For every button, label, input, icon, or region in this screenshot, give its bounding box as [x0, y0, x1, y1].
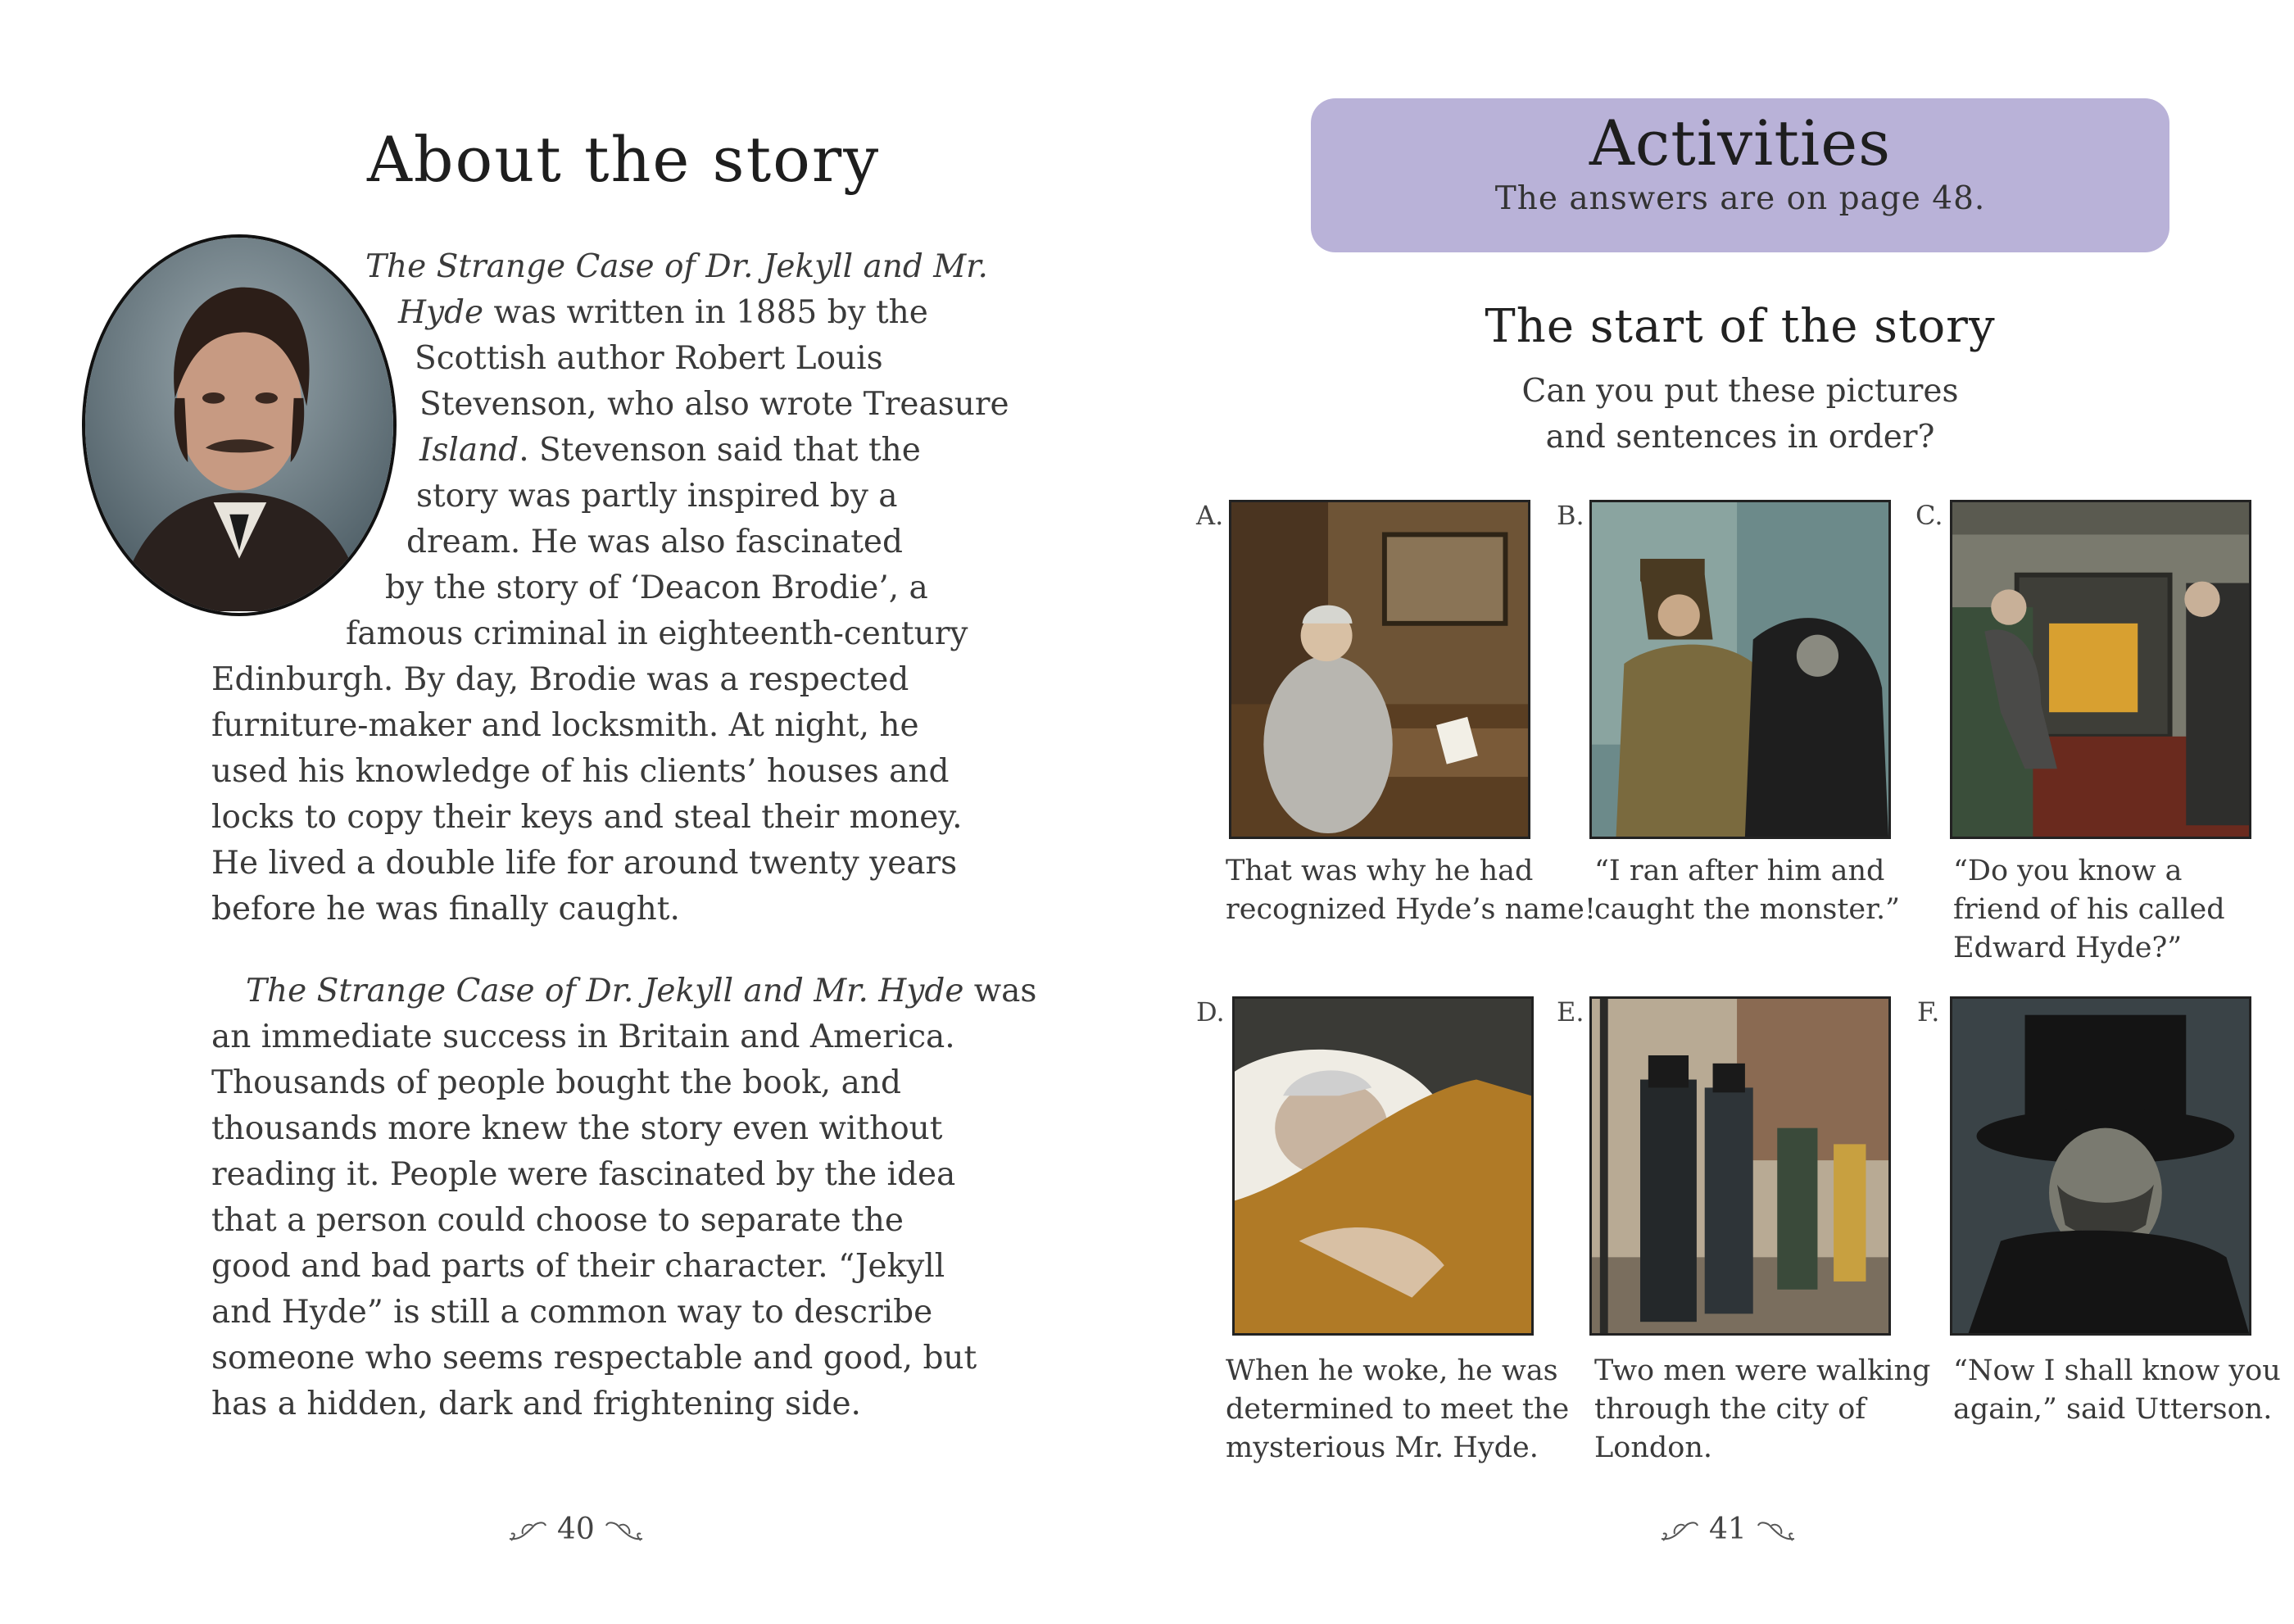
panel-letter: F.	[1917, 996, 1940, 1027]
panel-letter: B.	[1557, 500, 1584, 531]
panel-f-caption: “Now I shall know you again,” said Utterson.	[1953, 1354, 2281, 1426]
panel-d-caption: When he woke, he was determined to meet the mysterious Mr. Hyde.	[1226, 1354, 1570, 1464]
panel-letter: E.	[1557, 996, 1584, 1027]
wrap-line: dream. He was also fascinated	[406, 524, 903, 560]
panel-a-image	[1229, 500, 1530, 839]
panel-a-caption: That was why he had recognized Hyde’s name!	[1226, 855, 1596, 926]
panel-letter: A.	[1196, 500, 1224, 531]
paragraph-2: The Strange Case of Dr. Jekyll and Mr. Hyde was an immediate success in Britain and America. Thousands of people bought the book, and thousands more knew the story even without reading it. People were fascinated by the idea that a person could choose to separate the good and bad parts of their character. “Jekyll and Hyde” is still a common way to describe someone who seems respectable and good, but has a hidden, dark and frightening side.	[211, 973, 1037, 1422]
panel-b-caption: “I ran after him and caught the monster.”	[1594, 855, 1901, 926]
activities-title: Activities	[1589, 107, 1892, 179]
panel-c-image	[1950, 500, 2251, 839]
instruction-text: Can you put these pictures and sentences in order?	[1521, 373, 1959, 456]
flourish-right-icon	[1755, 1516, 1796, 1544]
flourish-left-icon	[1660, 1516, 1701, 1544]
panel-letter: D.	[1196, 996, 1225, 1027]
wrap-line: famous criminal in eighteenth-century	[346, 615, 968, 652]
panel-e-caption: Two men were walking through the city of London.	[1594, 1354, 1931, 1464]
flourish-right-icon	[603, 1516, 644, 1544]
panel-f-image	[1950, 996, 2251, 1336]
wrap-line: story was partly inspired by a	[416, 478, 898, 515]
section-heading: The start of the story	[1485, 300, 1996, 353]
flourish-left-icon	[508, 1516, 549, 1544]
author-portrait	[82, 234, 397, 616]
wrap-line: Stevenson, who also wrote Treasure	[419, 386, 1009, 423]
right-page	[1147, 0, 2294, 1624]
wrap-line: Hyde was written in 1885 by the	[398, 294, 928, 331]
panel-d-image	[1232, 996, 1534, 1336]
page-number: 41	[1660, 1513, 1796, 1546]
activities-banner	[1311, 98, 2169, 252]
wrap-line: Island. Stevenson said that the	[419, 432, 921, 469]
activities-subtitle: The answers are on page 48.	[1494, 180, 1986, 217]
page-number: 40	[508, 1513, 644, 1546]
page-title: About the story	[367, 123, 881, 196]
panel-letter: C.	[1915, 500, 1943, 531]
paragraph-1: Edinburgh. By day, Brodie was a respected furniture-maker and locksmith. At night, he used his knowledge of his clients’ houses and locks to copy their keys and steal their money. He lived a double life for around twenty years before he was finally caught.	[211, 661, 963, 928]
panel-b-image	[1589, 500, 1891, 839]
wrap-line: by the story of ‘Deacon Brodie’, a	[385, 569, 928, 606]
panel-c-caption: “Do you know a friend of his called Edward Hyde?”	[1953, 855, 2225, 964]
wrap-line: Scottish author Robert Louis	[415, 340, 883, 377]
panel-e-image	[1589, 996, 1891, 1336]
wrap-line: The Strange Case of Dr. Jekyll and Mr.	[365, 248, 988, 285]
